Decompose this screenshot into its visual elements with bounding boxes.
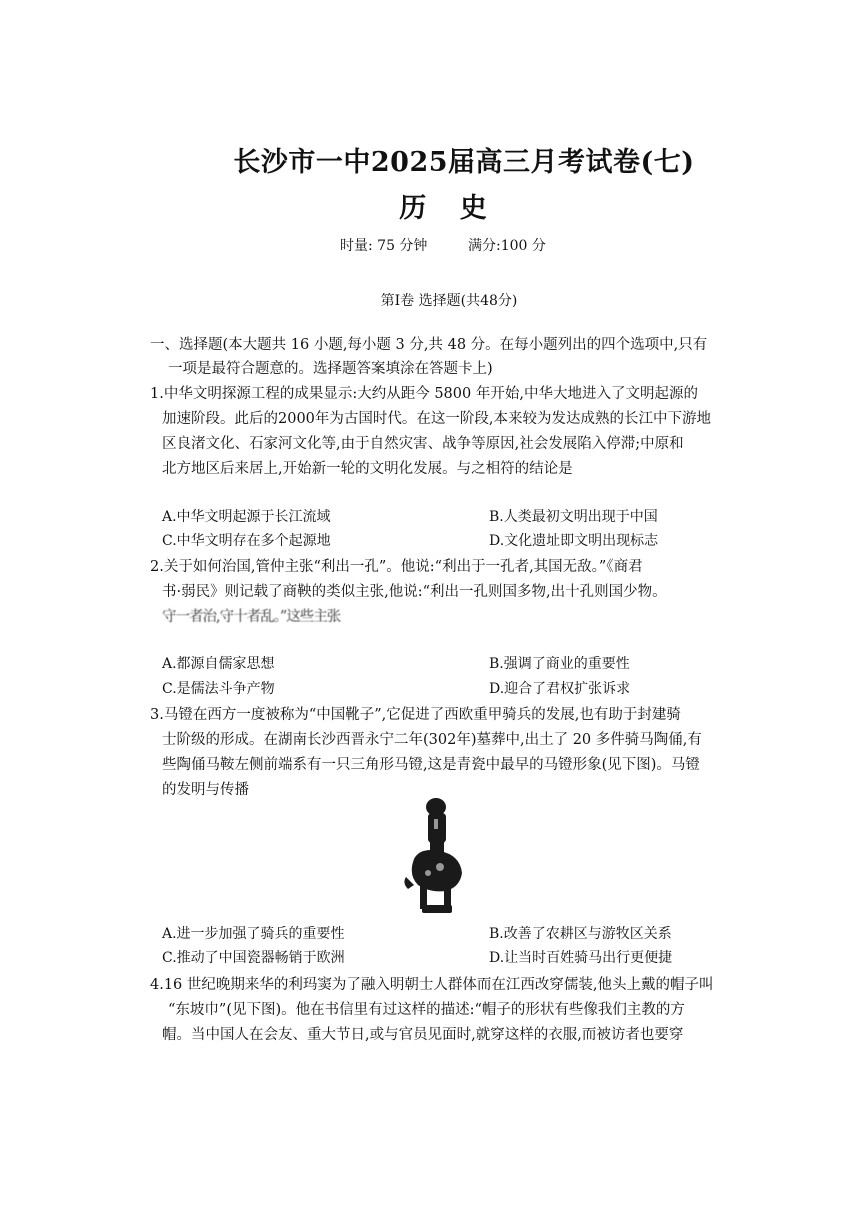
instructions-line-2: 一项是最符合题意的。选择题答案填涂在答题卡上) [168,361,493,377]
q1-stem-line: 1.中华文明探源工程的成果显示:大约从距今 5800 年开始,中华大地进入了文明起源的 [150,386,698,402]
q3-stem-line: 3.马镫在西方一度被称为“中国靴子”,它促进了西欧重甲骑兵的发展,也有助于封建骑 [150,707,681,723]
q1-option-a: A.中华文明起源于长江流域 [162,509,331,525]
q2-option-a: A.都源自儒家思想 [162,656,275,672]
q3-option-c: C.推动了中国瓷器畅销于欧洲 [162,950,345,966]
q1-option-d: D.文化遗址即文明出现标志 [489,533,659,549]
q3-option-b: B.改善了农耕区与游牧区关系 [489,926,672,942]
exam-title: 长沙市一中2025届高三月考试卷(七) [233,147,695,178]
q1-stem-line: 加速阶段。此后的2000年为古国时代。在这一阶段,本来较为发达成熟的长江中下游地 [162,411,712,427]
q1-stem-line: 区良渚文化、石家河文化等,由于自然灾害、战争等原因,社会发展陷入停滞;中原和 [162,436,684,452]
section-heading: 第Ⅰ卷 选择题(共48分) [380,293,518,309]
q2-option-c: C.是儒法斗争产物 [162,681,275,697]
exam-score: 满分:100 分 [468,238,546,254]
q3-stem-line: 士阶级的形成。在湖南长沙西晋永宁二年(302年)墓葬中,出土了 20 多件骑马陶俑,有 [162,732,702,748]
q4-stem-line: 4.16 世纪晚期来华的利玛窦为了融入明朝士人群体而在江西改穿儒装,他头上戴的帽子叫 [150,977,714,993]
q2-stem-line-smudged: 守一者治,守十者乱。”这些主张 [162,609,341,625]
q3-option-d: D.让当时百姓骑马出行更便捷 [489,950,673,966]
pottery-horse-rider-figure [400,795,470,920]
q2-option-d: D.迎合了君权扩张诉求 [489,681,631,697]
q1-stem-line: 北方地区后来居上,开始新一轮的文明化发展。与之相符的结论是 [162,461,573,477]
q4-stem-line: 帽。当中国人在会友、重大节日,或与官员见面时,就穿这样的衣服,而被访者也要穿 [162,1027,684,1043]
q2-stem-line: 书·弱民》则记载了商鞅的类似主张,他说:“利出一孔则国多物,出十孔则国少物。 [162,584,667,600]
q1-option-b: B.人类最初文明出现于中国 [489,509,658,525]
instructions-line-1: 一、选择题(本大题共 16 小题,每小题 3 分,共 48 分。在每小题列出的四个选项中,只有 [150,337,708,353]
q2-stem-line: 2.关于如何治国,管仲主张“利出一孔”。他说:“利出于一孔者,其国无敌。”《商君 [150,559,643,575]
q2-option-b: B.强调了商业的重要性 [489,656,630,672]
subject-title: 历 史 [399,193,499,224]
q3-stem-line: 的发明与传播 [162,782,249,798]
q3-stem-line: 些陶俑马鞍左侧前端系有一只三角形马镫,这是青瓷中最早的马镫形象(见下图)。马镫 [162,757,700,773]
q4-stem-line: “东坡巾”(见下图)。他在书信里有过这样的描述:“帽子的形状有些像我们主教的方 [168,1002,685,1018]
exam-time: 时量: 75 分钟 [340,238,428,254]
q3-option-a: A.进一步加强了骑兵的重要性 [162,926,345,942]
q1-option-c: C.中华文明存在多个起源地 [162,533,331,549]
